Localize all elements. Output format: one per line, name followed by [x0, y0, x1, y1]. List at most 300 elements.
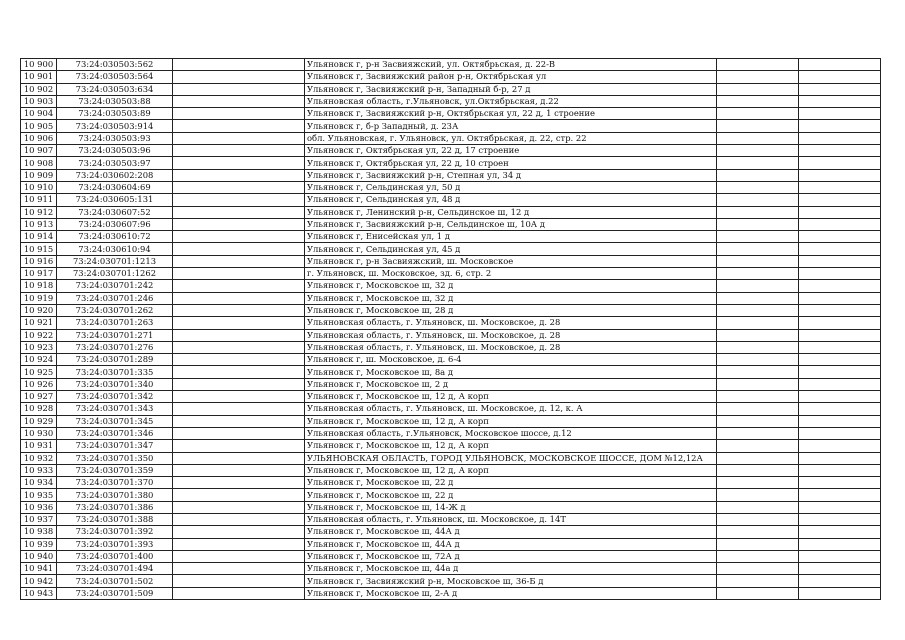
row-number-cell: 10 938: [21, 526, 57, 538]
address-cell: Ульяновск г, Московское ш, 12 д, А корп: [305, 391, 717, 403]
row-number-cell: 10 902: [21, 83, 57, 95]
empty-cell: [799, 550, 881, 562]
empty-cell: [717, 231, 799, 243]
empty-cell: [173, 157, 305, 169]
empty-cell: [173, 366, 305, 378]
table-row: [21, 452, 881, 464]
empty-cell: [173, 181, 305, 193]
empty-cell: [717, 575, 799, 587]
empty-cell: [799, 317, 881, 329]
empty-cell: [717, 378, 799, 390]
address-cell: Ульяновск г, Октябрьская ул, 22 д, 10 строен: [305, 157, 717, 169]
empty-cell: [173, 317, 305, 329]
empty-cell: [173, 391, 305, 403]
empty-cell: [799, 391, 881, 403]
row-number-cell: 10 937: [21, 513, 57, 525]
address-cell: Ульяновская область, г.Ульяновск, Московское шоссе, д.12: [305, 427, 717, 439]
cadastral-number-cell: 73:24:030503:97: [57, 157, 173, 169]
empty-cell: [173, 354, 305, 366]
empty-cell: [717, 206, 799, 218]
table-row: [21, 280, 881, 292]
empty-cell: [717, 563, 799, 575]
table-row: [21, 218, 881, 230]
empty-cell: [173, 378, 305, 390]
empty-cell: [173, 59, 305, 71]
table-row: [21, 513, 881, 525]
table-row: [21, 243, 881, 255]
empty-cell: [717, 145, 799, 157]
cadastral-number-cell: 73:24:030604:69: [57, 181, 173, 193]
empty-cell: [799, 71, 881, 83]
cadastral-number-cell: 73:24:030701:262: [57, 304, 173, 316]
cadastral-number-cell: 73:24:030701:289: [57, 354, 173, 366]
cadastral-number-cell: 73:24:030701:263: [57, 317, 173, 329]
address-cell: г. Ульяновск, ш. Московское, зд. 6, стр. 2: [305, 268, 717, 280]
empty-cell: [717, 440, 799, 452]
row-number-cell: 10 930: [21, 427, 57, 439]
empty-cell: [799, 489, 881, 501]
empty-cell: [799, 477, 881, 489]
table-row: [21, 427, 881, 439]
empty-cell: [717, 120, 799, 132]
row-number-cell: 10 929: [21, 415, 57, 427]
empty-cell: [799, 526, 881, 538]
empty-cell: [799, 181, 881, 193]
empty-cell: [717, 255, 799, 267]
table-row: [21, 181, 881, 193]
table-row: [21, 366, 881, 378]
empty-cell: [717, 157, 799, 169]
address-cell: Ульяновск г, Московское ш, 44А д: [305, 538, 717, 550]
empty-cell: [717, 477, 799, 489]
empty-cell: [173, 477, 305, 489]
address-cell: Ульяновск г, Московское ш, 72А д: [305, 550, 717, 562]
empty-cell: [799, 206, 881, 218]
row-number-cell: 10 916: [21, 255, 57, 267]
cadastral-number-cell: 73:24:030701:346: [57, 427, 173, 439]
address-cell: Ульяновск г, Засвияжский р-н, Московское ш, 36-Б д: [305, 575, 717, 587]
cadastral-number-cell: 73:24:030701:392: [57, 526, 173, 538]
cadastral-number-cell: 73:24:030701:380: [57, 489, 173, 501]
table-row: [21, 71, 881, 83]
empty-cell: [799, 218, 881, 230]
cadastral-number-cell: 73:24:030605:131: [57, 194, 173, 206]
empty-cell: [799, 83, 881, 95]
empty-cell: [799, 280, 881, 292]
address-cell: Ульяновск г, р-н Засвияжский, ул. Октябрьская, д. 22-В: [305, 59, 717, 71]
address-cell: Ульяновск г, Сельдинская ул, 50 д: [305, 181, 717, 193]
empty-cell: [173, 145, 305, 157]
empty-cell: [799, 231, 881, 243]
empty-cell: [717, 108, 799, 120]
empty-cell: [173, 403, 305, 415]
empty-cell: [173, 501, 305, 513]
address-cell: Ульяновск г, Московское ш, 32 д: [305, 280, 717, 292]
table-row: [21, 317, 881, 329]
empty-cell: [717, 550, 799, 562]
empty-cell: [173, 587, 305, 599]
address-cell: Ульяновск г, р-н Засвияжский, ш. Московское: [305, 255, 717, 267]
address-cell: Ульяновск г, Московское ш, 12 д, А корп: [305, 415, 717, 427]
row-number-cell: 10 923: [21, 341, 57, 353]
cadastral-number-cell: 73:24:030503:88: [57, 95, 173, 107]
cadastral-number-cell: 73:24:030701:335: [57, 366, 173, 378]
row-number-cell: 10 906: [21, 132, 57, 144]
table-row: [21, 292, 881, 304]
empty-cell: [799, 440, 881, 452]
empty-cell: [799, 587, 881, 599]
cadastral-number-cell: 73:24:030701:386: [57, 501, 173, 513]
empty-cell: [799, 268, 881, 280]
cadastral-number-cell: 73:24:030503:562: [57, 59, 173, 71]
row-number-cell: 10 935: [21, 489, 57, 501]
empty-cell: [173, 427, 305, 439]
empty-cell: [717, 317, 799, 329]
empty-cell: [173, 95, 305, 107]
table-row: [21, 329, 881, 341]
empty-cell: [717, 292, 799, 304]
address-cell: Ульяновск г, Засвияжский район р-н, Октябрьская ул: [305, 71, 717, 83]
registry-table-body: [21, 59, 881, 600]
table-row: [21, 538, 881, 550]
cadastral-number-cell: 73:24:030701:347: [57, 440, 173, 452]
empty-cell: [717, 169, 799, 181]
address-cell: Ульяновск г, Засвияжский р-н, Западный б-р, 27 д: [305, 83, 717, 95]
row-number-cell: 10 928: [21, 403, 57, 415]
table-row: [21, 231, 881, 243]
table-row: [21, 477, 881, 489]
cadastral-number-cell: 73:24:030503:89: [57, 108, 173, 120]
row-number-cell: 10 913: [21, 218, 57, 230]
empty-cell: [717, 304, 799, 316]
empty-cell: [799, 329, 881, 341]
address-cell: Ульяновск г, Сельдинская ул, 45 д: [305, 243, 717, 255]
empty-cell: [799, 415, 881, 427]
empty-cell: [173, 550, 305, 562]
empty-cell: [173, 83, 305, 95]
row-number-cell: 10 909: [21, 169, 57, 181]
cadastral-number-cell: 73:24:030701:343: [57, 403, 173, 415]
empty-cell: [717, 415, 799, 427]
cadastral-number-cell: 73:24:030701:393: [57, 538, 173, 550]
cadastral-number-cell: 73:24:030701:1213: [57, 255, 173, 267]
cadastral-number-cell: 73:24:030701:345: [57, 415, 173, 427]
address-cell: Ульяновск г, Московское ш, 32 д: [305, 292, 717, 304]
empty-cell: [717, 403, 799, 415]
table-row: [21, 587, 881, 599]
address-cell: Ульяновск г, Ленинский р-н, Сельдинское ш, 12 д: [305, 206, 717, 218]
table-row: [21, 563, 881, 575]
row-number-cell: 10 927: [21, 391, 57, 403]
table-row: [21, 108, 881, 120]
empty-cell: [799, 194, 881, 206]
row-number-cell: 10 925: [21, 366, 57, 378]
empty-cell: [717, 391, 799, 403]
empty-cell: [799, 563, 881, 575]
empty-cell: [799, 501, 881, 513]
empty-cell: [173, 304, 305, 316]
empty-cell: [799, 403, 881, 415]
table-row: [21, 501, 881, 513]
empty-cell: [173, 513, 305, 525]
row-number-cell: 10 908: [21, 157, 57, 169]
empty-cell: [799, 366, 881, 378]
empty-cell: [173, 243, 305, 255]
empty-cell: [173, 440, 305, 452]
address-cell: обл. Ульяновская, г. Ульяновск, ул. Октябрьская, д. 22, стр. 22: [305, 132, 717, 144]
empty-cell: [173, 292, 305, 304]
table-row: [21, 194, 881, 206]
cadastral-number-cell: 73:24:030503:914: [57, 120, 173, 132]
address-cell: Ульяновская область, г. Ульяновск, ш. Московское, д. 28: [305, 317, 717, 329]
cadastral-number-cell: 73:24:030610:72: [57, 231, 173, 243]
cadastral-number-cell: 73:24:030503:564: [57, 71, 173, 83]
empty-cell: [173, 575, 305, 587]
empty-cell: [799, 59, 881, 71]
empty-cell: [799, 452, 881, 464]
empty-cell: [799, 538, 881, 550]
empty-cell: [717, 95, 799, 107]
empty-cell: [799, 575, 881, 587]
cadastral-number-cell: 73:24:030701:400: [57, 550, 173, 562]
table-row: [21, 526, 881, 538]
empty-cell: [173, 71, 305, 83]
empty-cell: [717, 513, 799, 525]
cadastral-number-cell: 73:24:030701:271: [57, 329, 173, 341]
row-number-cell: 10 903: [21, 95, 57, 107]
address-cell: Ульяновск г, Московское ш, 14-Ж д: [305, 501, 717, 513]
row-number-cell: 10 917: [21, 268, 57, 280]
table-row: [21, 415, 881, 427]
table-row: [21, 95, 881, 107]
cadastral-number-cell: 73:24:030610:94: [57, 243, 173, 255]
empty-cell: [717, 181, 799, 193]
table-row: [21, 268, 881, 280]
table-row: [21, 440, 881, 452]
address-cell: Ульяновск г, Московское ш, 8а д: [305, 366, 717, 378]
address-cell: Ульяновск г, Московское ш, 2 д: [305, 378, 717, 390]
address-cell: Ульяновск г, Сельдинская ул, 48 д: [305, 194, 717, 206]
row-number-cell: 10 900: [21, 59, 57, 71]
empty-cell: [717, 243, 799, 255]
cadastral-number-cell: 73:24:030503:93: [57, 132, 173, 144]
cadastral-number-cell: 73:24:030701:276: [57, 341, 173, 353]
cadastral-number-cell: 73:24:030503:634: [57, 83, 173, 95]
table-row: [21, 59, 881, 71]
registry-sheet: [20, 58, 880, 600]
table-row: [21, 83, 881, 95]
empty-cell: [173, 415, 305, 427]
empty-cell: [799, 145, 881, 157]
empty-cell: [173, 464, 305, 476]
table-row: [21, 255, 881, 267]
empty-cell: [173, 489, 305, 501]
empty-cell: [717, 538, 799, 550]
row-number-cell: 10 932: [21, 452, 57, 464]
empty-cell: [173, 280, 305, 292]
empty-cell: [173, 563, 305, 575]
empty-cell: [717, 194, 799, 206]
empty-cell: [717, 489, 799, 501]
empty-cell: [173, 526, 305, 538]
empty-cell: [799, 341, 881, 353]
table-row: [21, 391, 881, 403]
table-row: [21, 132, 881, 144]
address-cell: Ульяновск г, Московское ш, 22 д: [305, 477, 717, 489]
empty-cell: [799, 243, 881, 255]
row-number-cell: 10 921: [21, 317, 57, 329]
row-number-cell: 10 905: [21, 120, 57, 132]
table-row: [21, 489, 881, 501]
empty-cell: [717, 501, 799, 513]
empty-cell: [173, 538, 305, 550]
cadastral-number-cell: 73:24:030701:246: [57, 292, 173, 304]
cadastral-number-cell: 73:24:030701:340: [57, 378, 173, 390]
row-number-cell: 10 931: [21, 440, 57, 452]
cadastral-number-cell: 73:24:030701:370: [57, 477, 173, 489]
empty-cell: [799, 292, 881, 304]
row-number-cell: 10 922: [21, 329, 57, 341]
empty-cell: [799, 157, 881, 169]
table-row: [21, 157, 881, 169]
row-number-cell: 10 901: [21, 71, 57, 83]
empty-cell: [717, 354, 799, 366]
cadastral-number-cell: 73:24:030701:342: [57, 391, 173, 403]
empty-cell: [173, 268, 305, 280]
row-number-cell: 10 943: [21, 587, 57, 599]
table-row: [21, 550, 881, 562]
cadastral-number-cell: 73:24:030701:388: [57, 513, 173, 525]
address-cell: Ульяновск г, Московское ш, 28 д: [305, 304, 717, 316]
cadastral-number-cell: 73:24:030701:359: [57, 464, 173, 476]
table-row: [21, 120, 881, 132]
empty-cell: [799, 354, 881, 366]
empty-cell: [717, 427, 799, 439]
address-cell: Ульяновск г, Московское ш, 12 д, А корп: [305, 464, 717, 476]
empty-cell: [173, 194, 305, 206]
address-cell: Ульяновск г, ш. Московское, д. 6-4: [305, 354, 717, 366]
address-cell: Ульяновск г, Засвияжский р-н, Октябрьская ул, 22 д, 1 строение: [305, 108, 717, 120]
row-number-cell: 10 915: [21, 243, 57, 255]
address-cell: Ульяновск г, Октябрьская ул, 22 д, 17 строение: [305, 145, 717, 157]
row-number-cell: 10 933: [21, 464, 57, 476]
address-cell: Ульяновская область, г. Ульяновск, ш. Московское, д. 28: [305, 329, 717, 341]
cadastral-number-cell: 73:24:030701:1262: [57, 268, 173, 280]
row-number-cell: 10 924: [21, 354, 57, 366]
table-row: [21, 304, 881, 316]
empty-cell: [799, 169, 881, 181]
empty-cell: [799, 513, 881, 525]
empty-cell: [717, 366, 799, 378]
empty-cell: [717, 132, 799, 144]
empty-cell: [799, 255, 881, 267]
cadastral-number-cell: 73:24:030503:96: [57, 145, 173, 157]
row-number-cell: 10 907: [21, 145, 57, 157]
empty-cell: [173, 231, 305, 243]
empty-cell: [799, 464, 881, 476]
empty-cell: [717, 587, 799, 599]
row-number-cell: 10 934: [21, 477, 57, 489]
table-row: [21, 575, 881, 587]
cadastral-number-cell: 73:24:030701:502: [57, 575, 173, 587]
address-cell: УЛЬЯНОВСКАЯ ОБЛАСТЬ, ГОРОД УЛЬЯНОВСК, МОСКОВСКОЕ ШОССЕ, ДОМ №12,12А: [305, 452, 717, 464]
empty-cell: [173, 218, 305, 230]
empty-cell: [173, 108, 305, 120]
row-number-cell: 10 912: [21, 206, 57, 218]
empty-cell: [173, 169, 305, 181]
row-number-cell: 10 910: [21, 181, 57, 193]
empty-cell: [717, 280, 799, 292]
empty-cell: [173, 329, 305, 341]
empty-cell: [799, 427, 881, 439]
cadastral-number-cell: 73:24:030607:52: [57, 206, 173, 218]
empty-cell: [717, 526, 799, 538]
empty-cell: [799, 95, 881, 107]
table-row: [21, 206, 881, 218]
empty-cell: [717, 83, 799, 95]
address-cell: Ульяновск г, Засвияжский р-н, Сельдинское ш, 10А д: [305, 218, 717, 230]
cadastral-number-cell: 73:24:030701:494: [57, 563, 173, 575]
table-row: [21, 341, 881, 353]
row-number-cell: 10 926: [21, 378, 57, 390]
empty-cell: [173, 206, 305, 218]
row-number-cell: 10 919: [21, 292, 57, 304]
table-row: [21, 354, 881, 366]
row-number-cell: 10 918: [21, 280, 57, 292]
empty-cell: [799, 304, 881, 316]
table-row: [21, 464, 881, 476]
row-number-cell: 10 941: [21, 563, 57, 575]
address-cell: Ульяновская область, г. Ульяновск, ш. Московское, д. 28: [305, 341, 717, 353]
property-registry-table: [20, 58, 881, 600]
row-number-cell: 10 911: [21, 194, 57, 206]
address-cell: Ульяновск г, Московское ш, 22 д: [305, 489, 717, 501]
empty-cell: [173, 341, 305, 353]
address-cell: Ульяновск г, Московское ш, 12 д, А корп: [305, 440, 717, 452]
address-cell: Ульяновск г, Московское ш, 44А д: [305, 526, 717, 538]
table-row: [21, 403, 881, 415]
address-cell: Ульяновск г, Енисейская ул, 1 д: [305, 231, 717, 243]
address-cell: Ульяновск г, Засвияжский р-н, Степная ул, 34 д: [305, 169, 717, 181]
empty-cell: [717, 71, 799, 83]
empty-cell: [173, 452, 305, 464]
empty-cell: [717, 268, 799, 280]
empty-cell: [173, 132, 305, 144]
empty-cell: [799, 132, 881, 144]
address-cell: Ульяновская область, г. Ульяновск, ш. Московское, д. 14Т: [305, 513, 717, 525]
table-row: [21, 378, 881, 390]
empty-cell: [717, 59, 799, 71]
address-cell: Ульяновск г, Московское ш, 44а д: [305, 563, 717, 575]
cadastral-number-cell: 73:24:030701:350: [57, 452, 173, 464]
empty-cell: [799, 120, 881, 132]
empty-cell: [717, 452, 799, 464]
empty-cell: [717, 341, 799, 353]
table-row: [21, 169, 881, 181]
cadastral-number-cell: 73:24:030701:509: [57, 587, 173, 599]
empty-cell: [717, 218, 799, 230]
cadastral-number-cell: 73:24:030607:96: [57, 218, 173, 230]
table-row: [21, 145, 881, 157]
row-number-cell: 10 936: [21, 501, 57, 513]
row-number-cell: 10 914: [21, 231, 57, 243]
address-cell: Ульяновск г, б-р Западный, д. 23А: [305, 120, 717, 132]
empty-cell: [717, 464, 799, 476]
address-cell: Ульяновская область, г. Ульяновск, ш. Московское, д. 12, к. А: [305, 403, 717, 415]
row-number-cell: 10 904: [21, 108, 57, 120]
row-number-cell: 10 940: [21, 550, 57, 562]
address-cell: Ульяновск г, Московское ш, 2-А д: [305, 587, 717, 599]
